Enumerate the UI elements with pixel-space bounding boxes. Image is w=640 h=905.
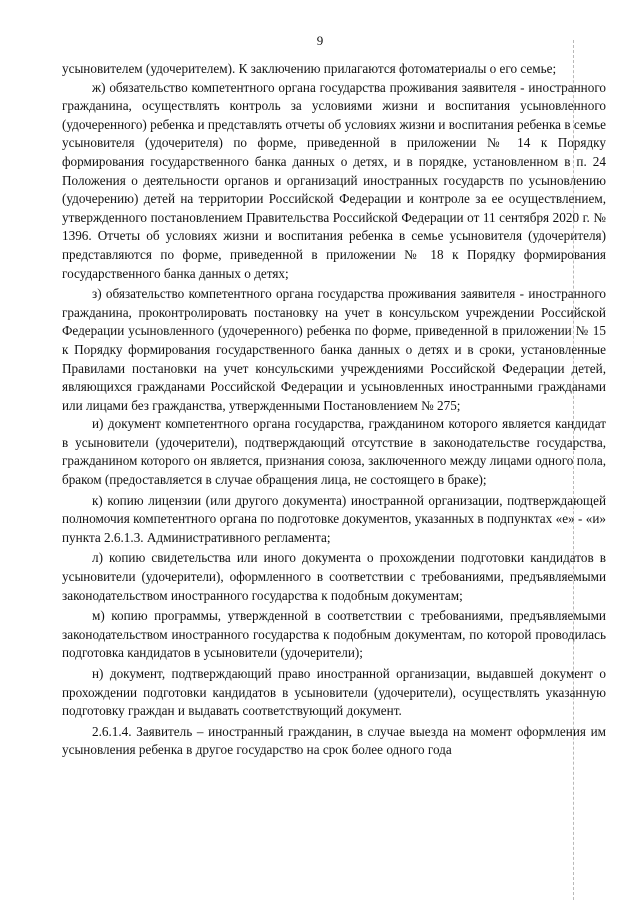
paragraph-continuation: усыновителем (удочерителем). К заключению прилагаются фотоматериалы о его семье;	[62, 61, 557, 76]
paragraph-2-6-1-4: 2.6.1.4. Заявитель – иностранный гражданин, в случае выезда на момент оформления им усыновления ребенка в другое государство на срок более одного года	[62, 723, 606, 758]
document-body	[62, 60, 606, 760]
paragraph-k: к) копию лицензии (или другого документа) иностранной организации, подтверждающей полномочия компетентного органа по подготовке документов, указанных в подпунктах «е» - «и» пункта 2.6.1.3. Административного регламента;	[62, 492, 606, 545]
page-number: 9	[316, 33, 324, 48]
paragraph-m: м) копию программы, утвержденной в соответствии с требованиями, предъявляемыми законодательством иностранного государства к подобным документам, по которой проводилась подготовка кандидатов в усыновители (удочерители);	[62, 608, 606, 661]
paragraph-l: л) копию свидетельства или иного документа о прохождении подготовки кандидатов в усыновители (удочерители), оформленного в соответствии с требованиями, предъявляемыми законодательством иностранного государства к подобным документам;	[62, 550, 606, 603]
paragraph-i: и) документ компетентного органа государства, гражданином которого является кандидат в усыновители (удочерители), подтверждающий отсутствие в законодательстве государства, гражданином которого он является, признания союза, заключенного между лицами одного пола, браком (предоставляется в случае обращения лица, не состоящего в браке);	[62, 416, 606, 488]
paragraph-zh: ж) обязательство компетентного органа государства проживания заявителя - иностранного гражданина, осуществлять контроль за условиями жизни и воспитания усыновленного (удочеренного) ребенка и представлять отчеты об условиях жизни и воспитания ребенка в семье усыновителя (удочерителя) по форме, приведенной в приложении № 14 к Порядку формирования государственного банка данных о детях, и в порядке, установленном в п. 24 Положения о деятельности органов и организаций иностранных государств по усыновлению (удочерению) детей на территории Российской Федерации и контроле за ее осуществлением, утвержденного постановлением Правительства Российской Федерации от 11 сентября 2020 г. № 1396. Отчеты об условиях жизни и воспитания ребенка в семье усыновителя (удочерителя) представляются по форме, приведенной в приложении № 18 к Порядку формирования государственного банка данных о детях;	[62, 79, 606, 281]
paragraph-n: н) документ, подтверждающий право иностранной организации, выдавшей документ о прохождении подготовки кандидатов в усыновители (удочерители), осуществлять указанную подготовку граждан и выдавать соответствующий документ.	[62, 666, 606, 719]
paragraph-z: з) обязательство компетентного органа государства проживания заявителя - иностранного гражданина, проконтролировать постановку на учет в консульском учреждении Российской Федерации усыновленного (удочеренного) ребенка по форме, приведенной в приложении № 15 к Порядку формирования государственного банка данных о детях и в сроки, установленные Правилами постановки на учет консульскими учреждениями Российской Федерации детей, являющихся гражданами Российской Федерации и усыновленных иностранными гражданами или лицами без гражданства, утвержденными Постановлением № 275;	[62, 286, 606, 413]
